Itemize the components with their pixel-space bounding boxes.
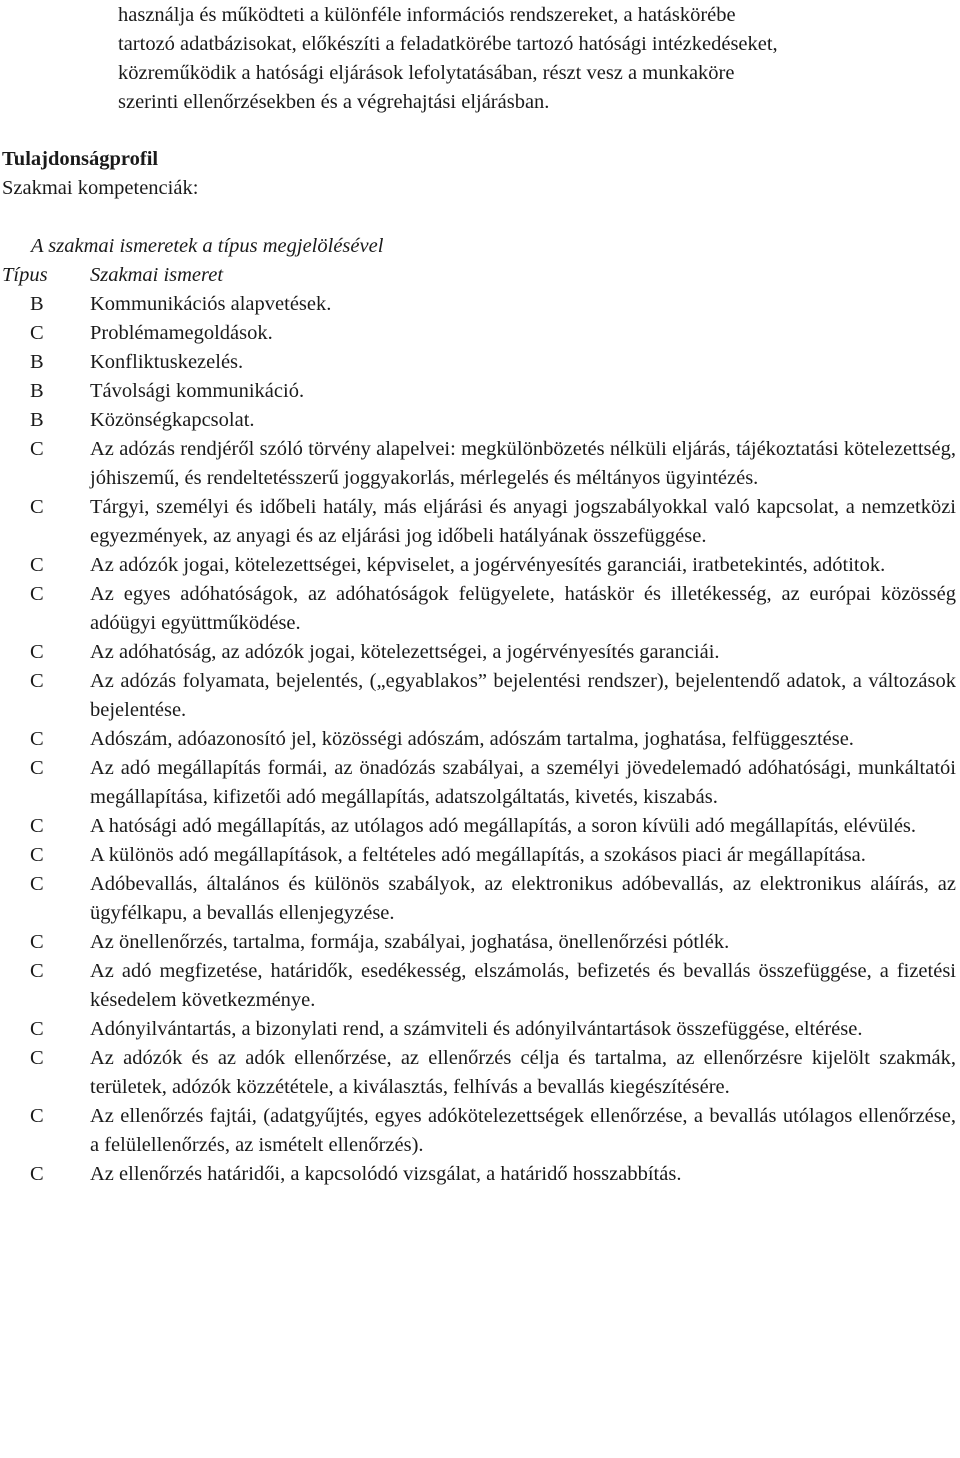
- table-row: [0, 377, 960, 406]
- row-knowledge: Adóbevallás, általános és különös szabályok, az elektronikus adóbevallás, az elektronikus aláírás, az ügyfélkapu, a bevallás ellenjegyzése.: [90, 873, 956, 924]
- intro-line: közreműködik a hatósági eljárások lefolytatásában, részt vesz a munkaköre: [118, 62, 735, 84]
- row-type: C: [30, 1018, 44, 1040]
- row-type: B: [30, 380, 44, 402]
- table-caption: A szakmai ismeretek a típus megjelölésével: [31, 235, 384, 257]
- row-type: C: [30, 496, 44, 518]
- row-knowledge: Az adózás rendjéről szóló törvény alapelvei: megkülönbözetés nélküli eljárás, tájékoztatási kötelezettség, jóhiszemű, és rendeltetésszerű joggyakorlás, mérlegelés és méltányos ügyintézés.: [90, 438, 956, 489]
- table-row: [0, 435, 960, 493]
- row-knowledge: Az adózók és az adók ellenőrzése, az ellenőrzés célja és tartalma, az ellenőrzésre kijelölt szakmák, területek, adózók közzététele, a kiválasztás, felhívás a bevallás kiegészítésére.: [90, 1047, 956, 1098]
- row-knowledge: Az ellenőrzés határidői, a kapcsolódó vizsgálat, a határidő hosszabbítás.: [90, 1163, 682, 1185]
- row-type: C: [30, 1163, 44, 1185]
- row-type: C: [30, 1047, 44, 1069]
- table-row: [0, 1015, 960, 1044]
- row-type: C: [30, 322, 44, 344]
- table-row: [0, 667, 960, 725]
- table-row: [0, 928, 960, 957]
- table-row: [0, 1044, 960, 1102]
- row-knowledge: Távolsági kommunikáció.: [90, 380, 305, 402]
- intro-paragraph: [118, 1, 956, 117]
- row-type: C: [30, 641, 44, 663]
- intro-line: tartozó adatbázisokat, előkészíti a feladatkörébe tartozó hatósági intézkedéseket,: [118, 33, 778, 55]
- row-type: C: [30, 844, 44, 866]
- section-title: Tulajdonságprofil: [2, 148, 159, 170]
- row-type: B: [30, 293, 44, 315]
- row-type: C: [30, 728, 44, 750]
- table-body: [0, 290, 960, 1189]
- table-row: [0, 348, 960, 377]
- table-row: [0, 1160, 960, 1189]
- row-knowledge: Az adózás folyamata, bejelentés, („egyablakos” bejelentési rendszer), bejelentendő adatok, a változások bejelentése.: [90, 670, 956, 721]
- intro-line: használja és működteti a különféle információs rendszereket, a hatáskörébe: [118, 4, 736, 26]
- row-type: C: [30, 554, 44, 576]
- row-type: C: [30, 931, 44, 953]
- row-knowledge: Tárgyi, személyi és időbeli hatály, más eljárási és anyagi jogszabályokkal való kapcsolat, a nemzetközi egyezmények, az anyagi és az eljárási jog időbeli hatályának összefüggése.: [90, 496, 956, 547]
- row-type: C: [30, 583, 44, 605]
- row-knowledge: A különös adó megállapítások, a feltételes adó megállapítás, a szokásos piaci ár megállapítása.: [90, 844, 866, 866]
- section-subtitle: Szakmai kompetenciák:: [2, 177, 199, 199]
- table-row: [0, 406, 960, 435]
- row-type: B: [30, 351, 44, 373]
- table-row: [0, 1102, 960, 1160]
- row-type: C: [30, 1105, 44, 1127]
- row-knowledge: Az önellenőrzés, tartalma, formája, szabályai, joghatása, önellenőrzési pótlék.: [90, 931, 730, 953]
- table-row: [0, 493, 960, 551]
- row-type: C: [30, 438, 44, 460]
- header-type: Típus: [2, 264, 48, 286]
- row-type: C: [30, 873, 44, 895]
- header-knowledge: Szakmai ismeret: [90, 264, 224, 286]
- table-row: [0, 841, 960, 870]
- table-row: [0, 319, 960, 348]
- table-row: [0, 638, 960, 667]
- table-row: [0, 580, 960, 638]
- table-header-row: [0, 261, 960, 290]
- intro-line: szerinti ellenőrzésekben és a végrehajtási eljárásban.: [118, 91, 550, 113]
- row-knowledge: Közönségkapcsolat.: [90, 409, 255, 431]
- knowledge-table: [0, 261, 960, 1189]
- row-knowledge: Az adóhatóság, az adózók jogai, kötelezettségei, a jogérvényesítés garanciái.: [90, 641, 720, 663]
- table-row: [0, 870, 960, 928]
- row-knowledge: Adónyilvántartás, a bizonylati rend, a számviteli és adónyilvántartások összefüggése, eltérése.: [90, 1018, 863, 1040]
- row-type: B: [30, 409, 44, 431]
- row-knowledge: Az adó megállapítás formái, az önadózás szabályai, a személyi jövedelemadó adóhatósági, munkáltatói megállapítása, kifizetői adó megállapítás, adatszolgáltatás, kivetés, kiszabás.: [90, 757, 956, 808]
- row-knowledge: A hatósági adó megállapítás, az utólagos adó megállapítás, a soron kívüli adó megállapítás, elévülés.: [90, 815, 917, 837]
- table-row: [0, 957, 960, 1015]
- row-knowledge: Az ellenőrzés fajtái, (adatgyűjtés, egyes adókötelezettségek ellenőrzése, a bevallás utólagos ellenőrzése, a felülellenőrzés, az ismételt ellenőrzés).: [90, 1105, 956, 1156]
- table-row: [0, 290, 960, 319]
- row-type: C: [30, 960, 44, 982]
- row-knowledge: Az adózók jogai, kötelezettségei, képviselet, a jogérvényesítés garanciái, iratbetekintés, adótitok.: [90, 554, 886, 576]
- table-row: [0, 725, 960, 754]
- row-knowledge: Az adó megfizetése, határidők, esedékesség, elszámolás, befizetés és bevallás összefüggése, a fizetési késedelem következménye.: [90, 960, 956, 1011]
- row-type: C: [30, 670, 44, 692]
- table-row: [0, 812, 960, 841]
- table-row: [0, 551, 960, 580]
- table-row: [0, 754, 960, 812]
- row-knowledge: Kommunikációs alapvetések.: [90, 293, 332, 315]
- row-knowledge: Az egyes adóhatóságok, az adóhatóságok felügyelete, hatáskör és illetékesség, az európai közösség adóügyi együttműködése.: [90, 583, 956, 634]
- row-type: C: [30, 815, 44, 837]
- row-knowledge: Adószám, adóazonosító jel, közösségi adószám, adószám tartalma, joghatása, felfüggesztése.: [90, 728, 854, 750]
- row-knowledge: Konfliktuskezelés.: [90, 351, 244, 373]
- row-knowledge: Problémamegoldások.: [90, 322, 273, 344]
- row-type: C: [30, 757, 44, 779]
